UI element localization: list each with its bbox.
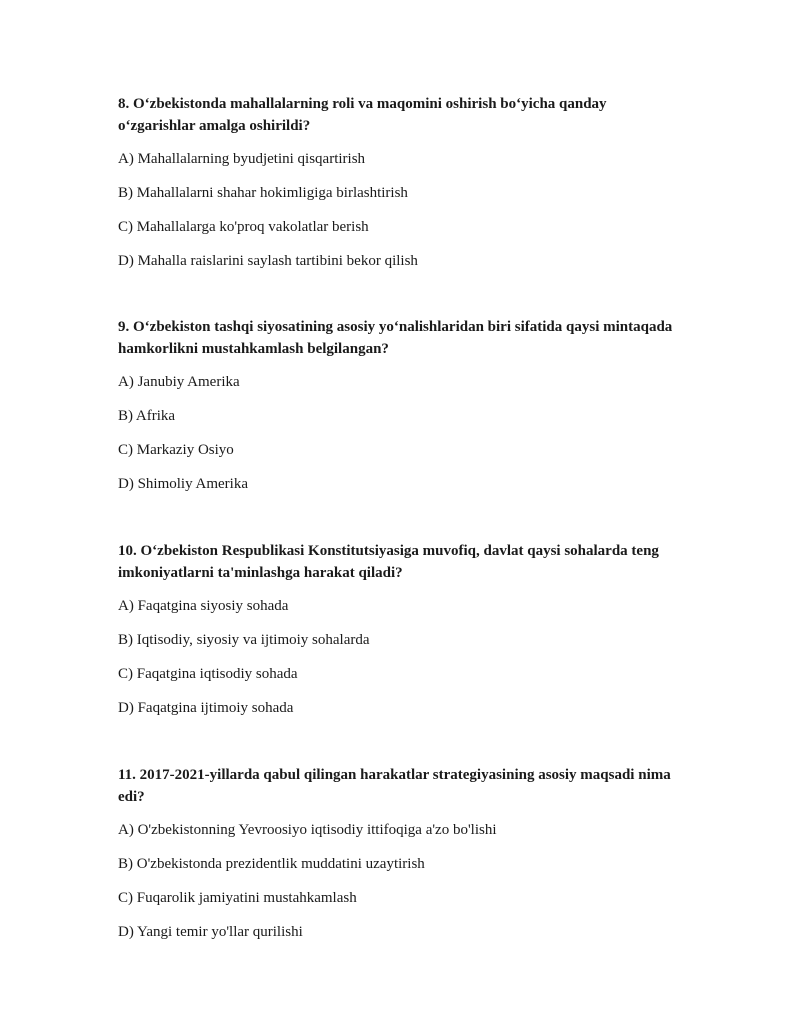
question-8 xyxy=(118,93,678,285)
option-b: B) Iqtisodiy, siyosiy va ijtimoiy sohalarda xyxy=(118,632,370,648)
option-a: A) Mahallalarning byudjetini qisqartirish xyxy=(118,151,366,167)
option-c: C) Markaziy Osiyo xyxy=(118,442,234,458)
answer-options xyxy=(118,149,678,271)
option-a: A) O'zbekistonning Yevroosiyo iqtisodiy ittifoqiga a'zo bo'lishi xyxy=(118,822,497,838)
answer-options xyxy=(118,820,678,942)
question-10 xyxy=(118,540,678,732)
option-c: C) Faqatgina iqtisodiy sohada xyxy=(118,666,298,682)
option-b: B) Afrika xyxy=(118,408,176,424)
option-a: A) Janubiy Amerika xyxy=(118,374,240,390)
question-title: 11. 2017-2021-yillarda qabul qilingan harakatlar strategiyasining asosiy maqsadi nima edi? xyxy=(118,767,671,805)
option-b: B) Mahallalarni shahar hokimligiga birlashtirish xyxy=(118,185,408,201)
question-title: 10. O‘zbekiston Respublikasi Konstitutsiyasiga muvofiq, davlat qaysi sohalarda teng imkoniyatlarni ta'minlashga harakat qiladi? xyxy=(118,543,659,581)
option-d: D) Shimoliy Amerika xyxy=(118,476,248,492)
question-9 xyxy=(118,316,678,508)
option-d: D) Mahalla raislarini saylash tartibini bekor qilish xyxy=(118,253,418,269)
option-d: D) Faqatgina ijtimoiy sohada xyxy=(118,700,294,716)
option-a: A) Faqatgina siyosiy sohada xyxy=(118,598,289,614)
answer-options xyxy=(118,372,678,494)
option-d: D) Yangi temir yo'llar qurilishi xyxy=(118,924,303,940)
question-title: 8. O‘zbekistonda mahallalarning roli va maqomini oshirish bo‘yicha qanday o‘zgarishlar amalga oshirildi? xyxy=(118,96,607,134)
question-11 xyxy=(118,764,678,956)
option-c: C) Mahallalarga ko'proq vakolatlar berish xyxy=(118,219,369,235)
answer-options xyxy=(118,596,678,718)
option-b: B) O'zbekistonda prezidentlik muddatini uzaytirish xyxy=(118,856,425,872)
option-c: C) Fuqarolik jamiyatini mustahkamlash xyxy=(118,890,357,906)
question-title: 9. O‘zbekiston tashqi siyosatining asosiy yo‘nalishlaridan biri sifatida qaysi mintaqada hamkorlikni mustahkamlash belgilangan? xyxy=(118,319,673,357)
